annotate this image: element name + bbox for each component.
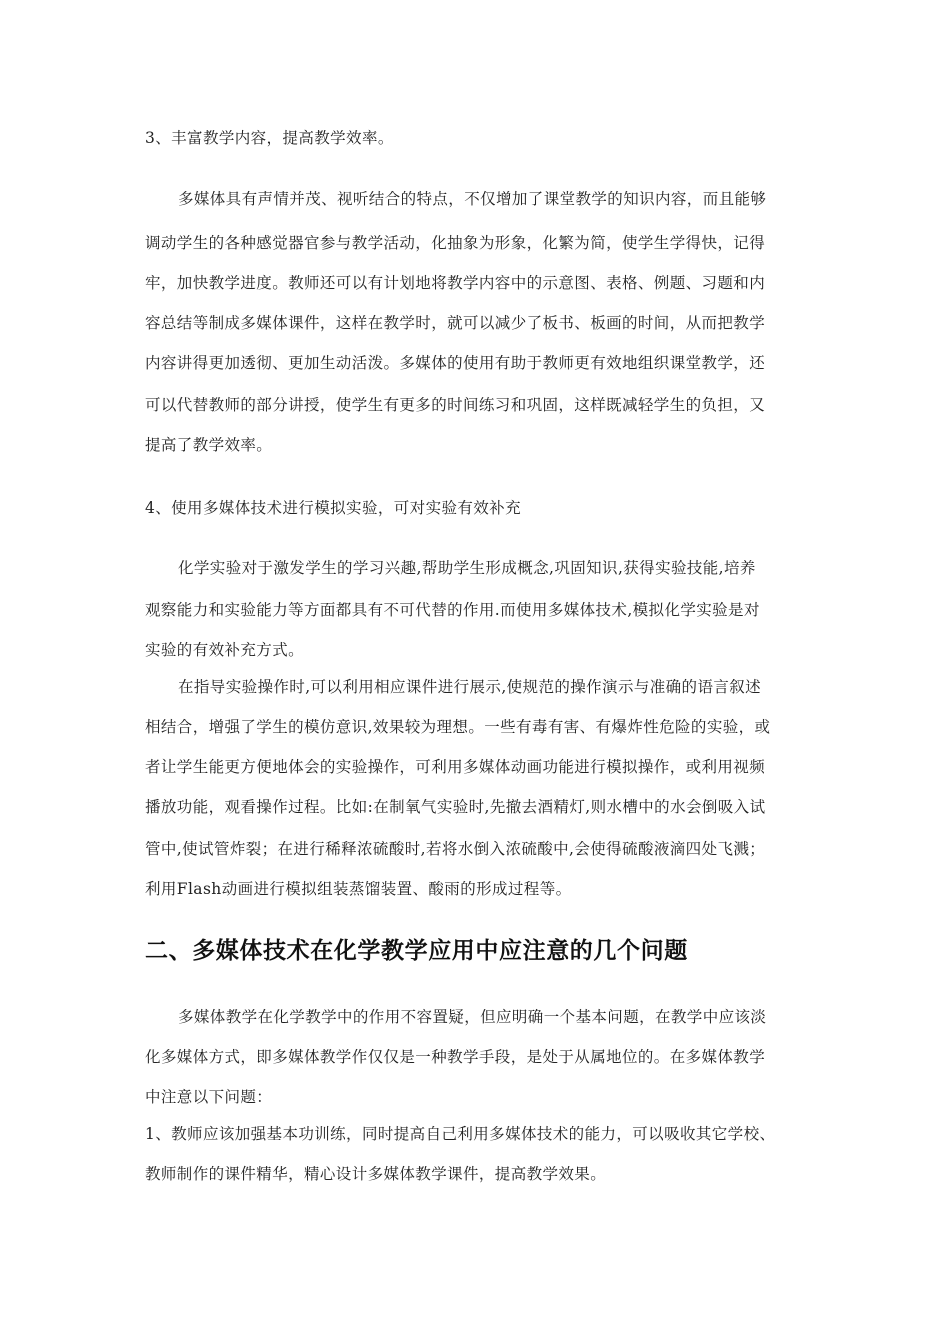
section-4-para2-line: 相结合，增强了学生的模仿意识,效果较为理想。一些有毒有害、有爆炸性危险的实验，或	[145, 718, 771, 736]
section-3-line: 提高了教学效率。	[145, 436, 273, 454]
section-3-line: 牢，加快教学进度。教师还可以有计划地将教学内容中的示意图、表格、例题、习题和内	[145, 274, 766, 292]
section-3-line: 容总结等制成多媒体课件，这样在教学时，就可以减少了板书、板画的时间，从而把教学	[145, 314, 766, 332]
section-4-para2-line: 播放功能，观看操作过程。比如:在制氧气实验时,先撤去酒精灯,则水槽中的水会倒吸入试	[145, 798, 766, 816]
section-4-para1-line: 观察能力和实验能力等方面都具有不可代替的作用.而使用多媒体技术,模拟化学实验是对	[145, 601, 760, 619]
part-2-para-line: 中注意以下问题：	[145, 1088, 273, 1106]
section-4-para1-line: 化学实验对于激发学生的学习兴趣,帮助学生形成概念,巩固知识,获得实验技能,培养	[178, 559, 756, 577]
list-item-1-line: 教师制作的课件精华，精心设计多媒体教学课件，提高教学效果。	[145, 1165, 607, 1183]
section-4-title: 4、使用多媒体技术进行模拟实验，可对实验有效补充	[145, 499, 521, 517]
section-3-line: 内容讲得更加透彻、更加生动活泼。多媒体的使用有助于教师更有效地组织课堂教学，还	[145, 354, 766, 372]
part-2-para-line: 多媒体教学在化学教学中的作用不容置疑，但应明确一个基本问题，在教学中应该淡	[178, 1008, 767, 1026]
section-4-para2-line: 利用Flash动画进行模拟组装蒸馏装置、酸雨的形成过程等。	[145, 880, 572, 898]
section-4-para2-line: 者让学生能更方便地体会的实验操作，可利用多媒体动画功能进行模拟操作，或利用视频	[145, 758, 766, 776]
section-3-title: 3、丰富教学内容，提高教学效率。	[145, 129, 394, 147]
section-heading: 二、多媒体技术在化学教学应用中应注意的几个问题	[145, 938, 688, 964]
section-3-line: 调动学生的各种感觉器官参与教学活动，化抽象为形象，化繁为简，使学生学得快，记得	[145, 234, 766, 252]
section-4-para2-line: 在指导实验操作时,可以利用相应课件进行展示,使规范的操作演示与准确的语言叙述	[178, 678, 762, 696]
section-3-line: 可以代替教师的部分讲授，使学生有更多的时间练习和巩固，这样既减轻学生的负担，又	[145, 396, 766, 414]
list-item-1-line: 1、教师应该加强基本功训练，同时提高自己利用多媒体技术的能力，可以吸收其它学校、	[145, 1125, 776, 1143]
part-2-para-line: 化多媒体方式，即多媒体教学作仅仅是一种教学手段，是处于从属地位的。在多媒体教学	[145, 1048, 766, 1066]
section-3-line: 多媒体具有声情并茂、视听结合的特点，不仅增加了课堂教学的知识内容，而且能够	[178, 190, 767, 208]
section-4-para2-line: 管中,使试管炸裂；在进行稀释浓硫酸时,若将水倒入浓硫酸中,会使得硫酸液滴四处飞溅；	[145, 840, 766, 858]
section-4-para1-line: 实验的有效补充方式。	[145, 641, 305, 659]
